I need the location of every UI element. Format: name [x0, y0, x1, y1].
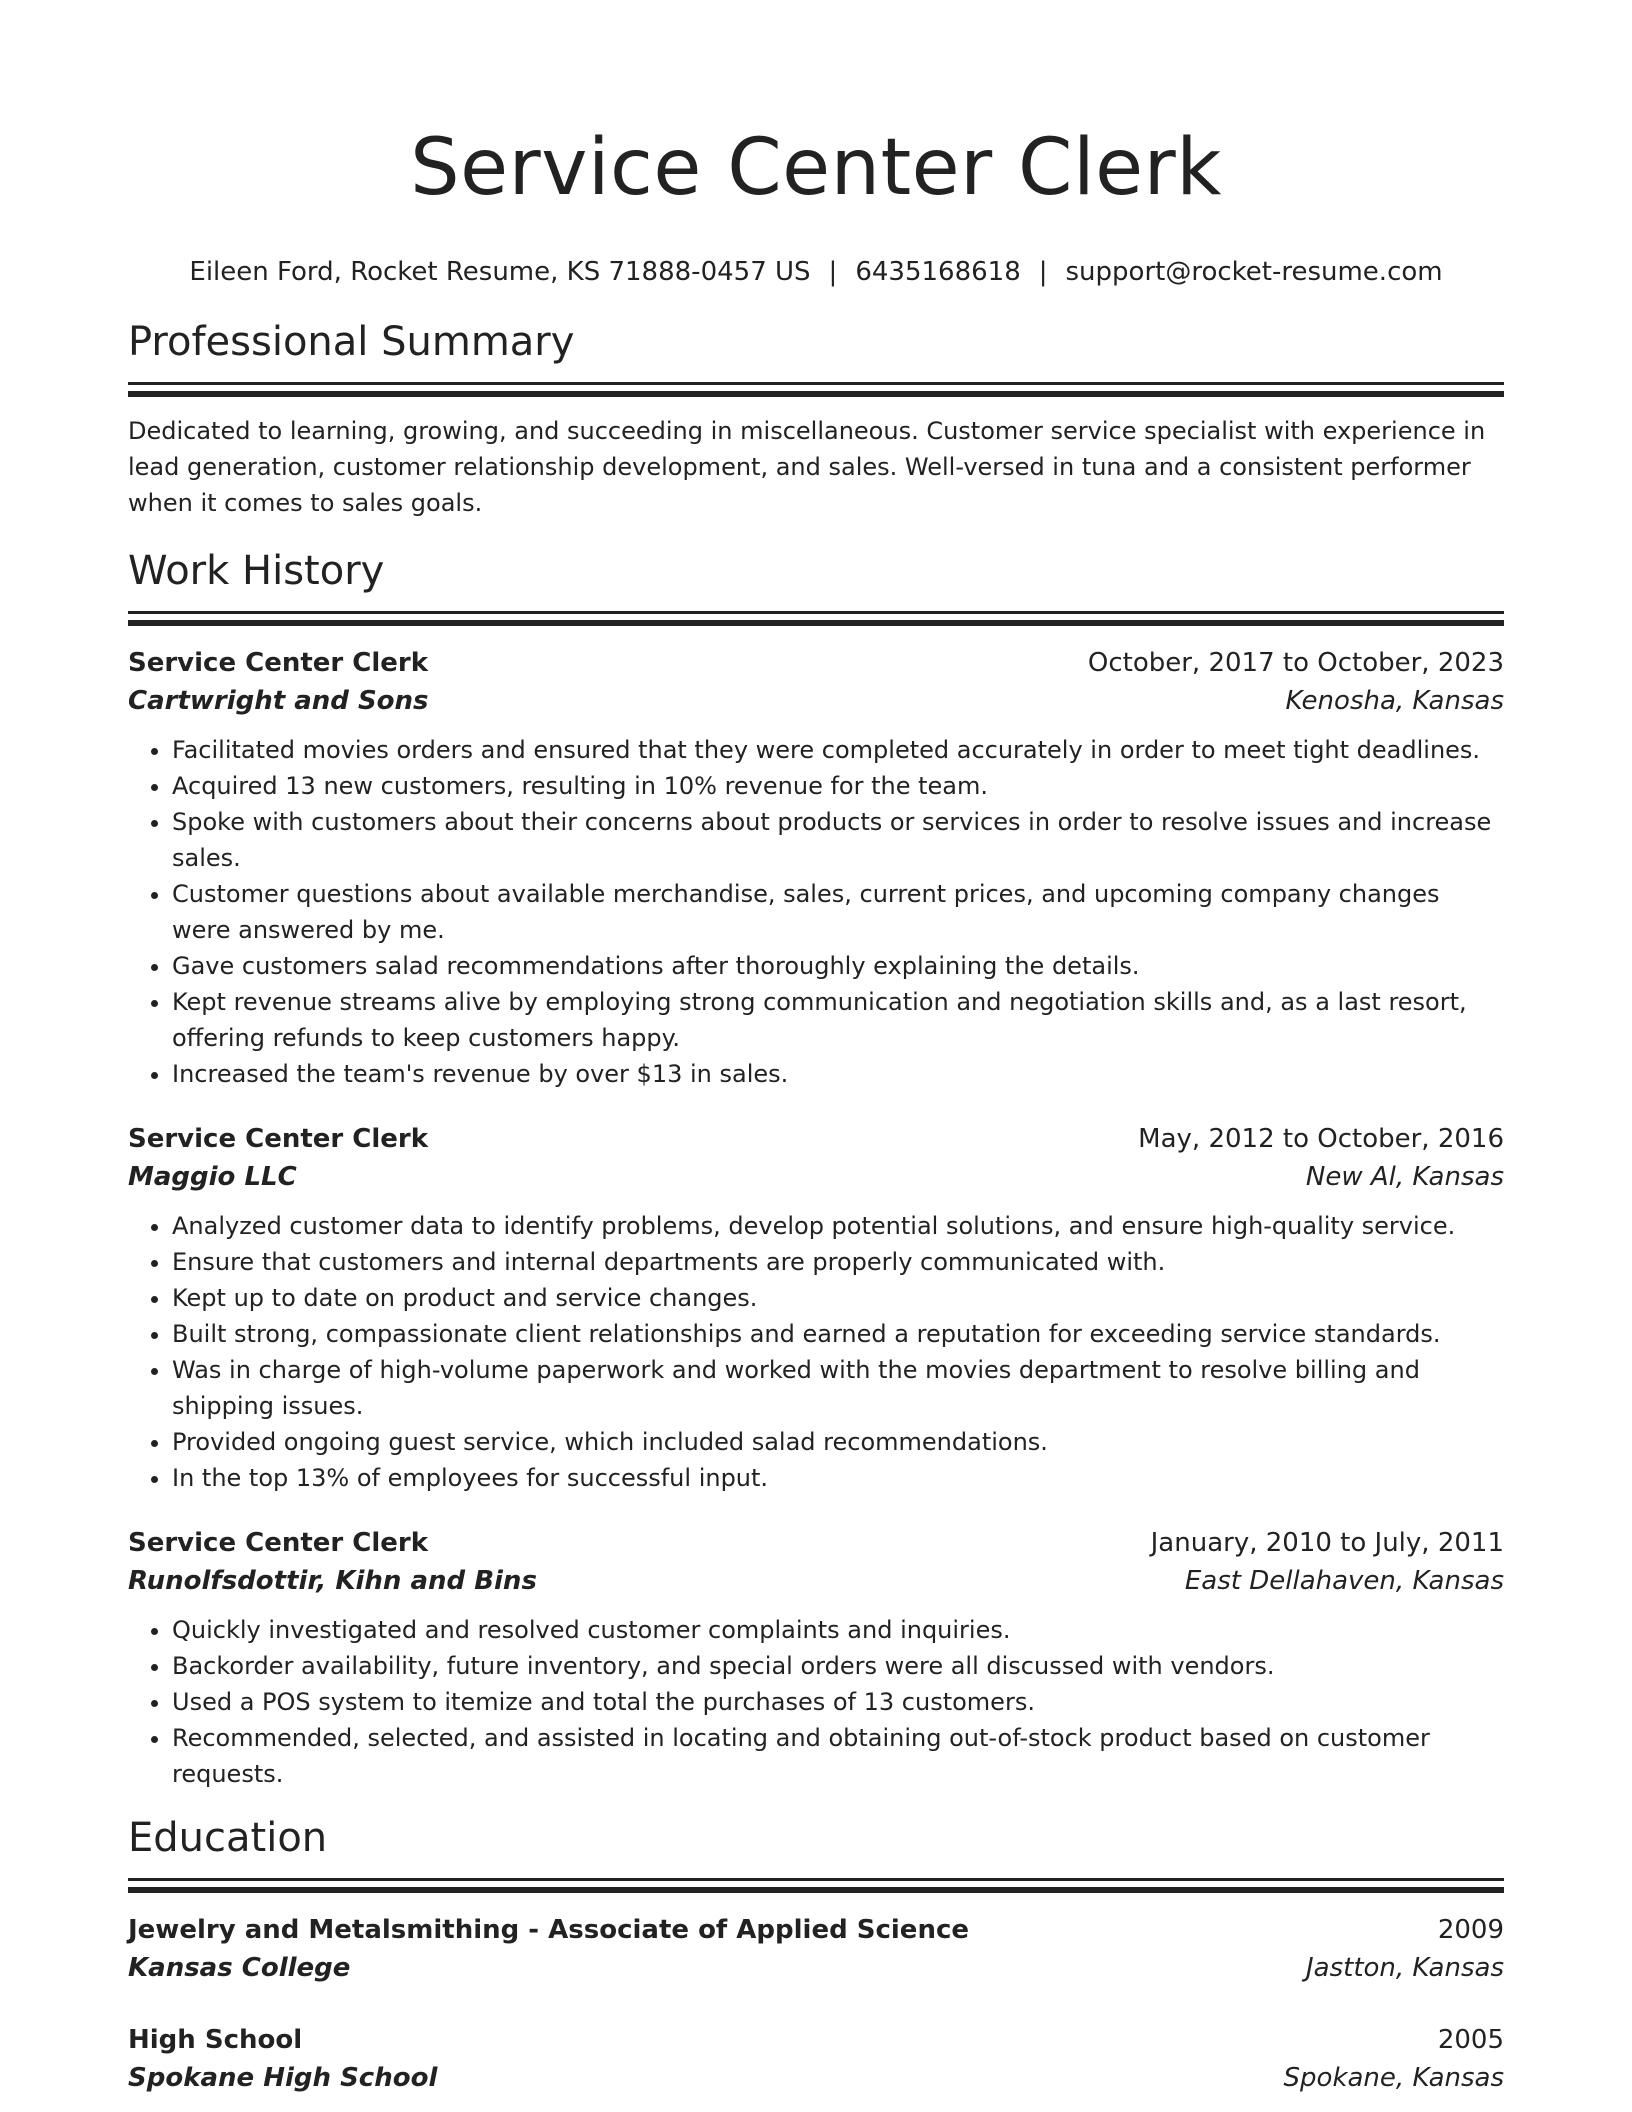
- education-year: 2005: [1437, 2025, 1504, 2055]
- job-dates: May, 2012 to October, 2016: [1138, 1124, 1504, 1154]
- job-title: Service Center Clerk: [128, 1528, 429, 1558]
- list-item: • Analyzed customer data to identify problems, develop potential solutions, and ensure high-quality service.: [172, 1208, 1504, 1244]
- contact-phone: 6435168618: [855, 257, 1021, 287]
- list-item: • Acquired 13 new customers, resulting in 10% revenue for the team.: [172, 768, 1504, 804]
- education-entry: [128, 2021, 1504, 2097]
- job-title: Service Center Clerk: [128, 648, 429, 678]
- list-item: • Used a POS system to itemize and total the purchases of 13 customers.: [172, 1684, 1504, 1720]
- list-item: • Provided ongoing guest service, which included salad recommendations.: [172, 1424, 1504, 1460]
- education-degree: High School: [128, 2025, 303, 2055]
- job-entry: [128, 1120, 1504, 1496]
- list-item: • Built strong, compassionate client relationships and earned a reputation for exceeding service standards.: [172, 1316, 1504, 1352]
- list-item: • Increased the team's revenue by over $13 in sales.: [172, 1056, 1504, 1092]
- education-school: Kansas College: [128, 1953, 351, 1983]
- job-dates: January, 2010 to July, 2011: [1150, 1528, 1504, 1558]
- list-item: • In the top 13% of employees for successful input.: [172, 1460, 1504, 1496]
- list-item: • Ensure that customers and internal departments are properly communicated with.: [172, 1244, 1504, 1280]
- job-bullets: [128, 1208, 1504, 1496]
- education-school: Spokane High School: [128, 2063, 438, 2093]
- job-location: East Dellahaven, Kansas: [1184, 1566, 1504, 1596]
- job-company: Runolfsdottir, Kihn and Bins: [128, 1566, 537, 1596]
- section-divider: [128, 382, 1504, 385]
- list-item: • Gave customers salad recommendations after thoroughly explaining the details.: [172, 948, 1504, 984]
- job-entry: [128, 1524, 1504, 1792]
- work-heading: Work History: [128, 548, 385, 594]
- job-location: Kenosha, Kansas: [1285, 686, 1504, 716]
- work-section: [128, 545, 1504, 1792]
- job-bullets: [128, 732, 1504, 1092]
- contact-separator: |: [1038, 257, 1048, 287]
- education-section: [128, 1812, 1504, 2097]
- education-entry: [128, 1911, 1504, 1987]
- list-item: • Quickly investigated and resolved customer complaints and inquiries.: [172, 1612, 1504, 1648]
- section-divider: [128, 611, 1504, 614]
- education-location: Jastton, Kansas: [1305, 1953, 1504, 1983]
- summary-heading: Professional Summary: [128, 319, 575, 365]
- job-company: Maggio LLC: [128, 1162, 297, 1192]
- job-location: New Al, Kansas: [1305, 1162, 1504, 1192]
- section-divider: [128, 620, 1504, 626]
- summary-text: Dedicated to learning, growing, and succeeding in miscellaneous. Customer service specialist with experience in lead generation, customer relationship development, and sales. Well-versed in tuna and a consistent performer when it comes to sales goals.: [128, 417, 1486, 517]
- list-item: • Kept up to date on product and service changes.: [172, 1280, 1504, 1316]
- list-item: • Was in charge of high-volume paperwork and worked with the movies department to resolve billing and shipping issues.: [172, 1352, 1504, 1424]
- section-divider: [128, 1878, 1504, 1881]
- section-divider: [128, 1887, 1504, 1893]
- list-item: • Facilitated movies orders and ensured that they were completed accurately in order to meet tight deadlines.: [172, 732, 1504, 768]
- job-title: Service Center Clerk: [128, 1124, 429, 1154]
- education-year: 2009: [1437, 1915, 1504, 1945]
- education-location: Spokane, Kansas: [1283, 2063, 1504, 2093]
- list-item: • Customer questions about available merchandise, sales, current prices, and upcoming company changes were answered by me.: [172, 876, 1504, 948]
- job-bullets: [128, 1612, 1504, 1792]
- job-entry: [128, 644, 1504, 1092]
- job-company: Cartwright and Sons: [128, 686, 429, 716]
- section-divider: [128, 391, 1504, 397]
- education-heading: Education: [128, 1815, 328, 1861]
- education-degree: Jewelry and Metalsmithing - Associate of Applied Science: [128, 1915, 970, 1945]
- list-item: • Backorder availability, future inventory, and special orders were all discussed with vendors.: [172, 1648, 1504, 1684]
- contact-line: [128, 254, 1504, 290]
- contact-address: Eileen Ford, Rocket Resume, KS 71888-0457 US: [189, 257, 811, 287]
- contact-email: support@rocket-resume.com: [1065, 257, 1443, 287]
- list-item: • Spoke with customers about their concerns about products or services in order to resolve issues and increase sales.: [172, 804, 1504, 876]
- job-dates: October, 2017 to October, 2023: [1087, 648, 1504, 678]
- list-item: • Kept revenue streams alive by employing strong communication and negotiation skills and, as a last resort, offering refunds to keep customers happy.: [172, 984, 1504, 1056]
- resume-title: Service Center Clerk: [410, 123, 1222, 213]
- contact-separator: |: [828, 257, 838, 287]
- list-item: • Recommended, selected, and assisted in locating and obtaining out-of-stock product based on customer requests.: [172, 1720, 1504, 1792]
- summary-section: [128, 316, 1504, 521]
